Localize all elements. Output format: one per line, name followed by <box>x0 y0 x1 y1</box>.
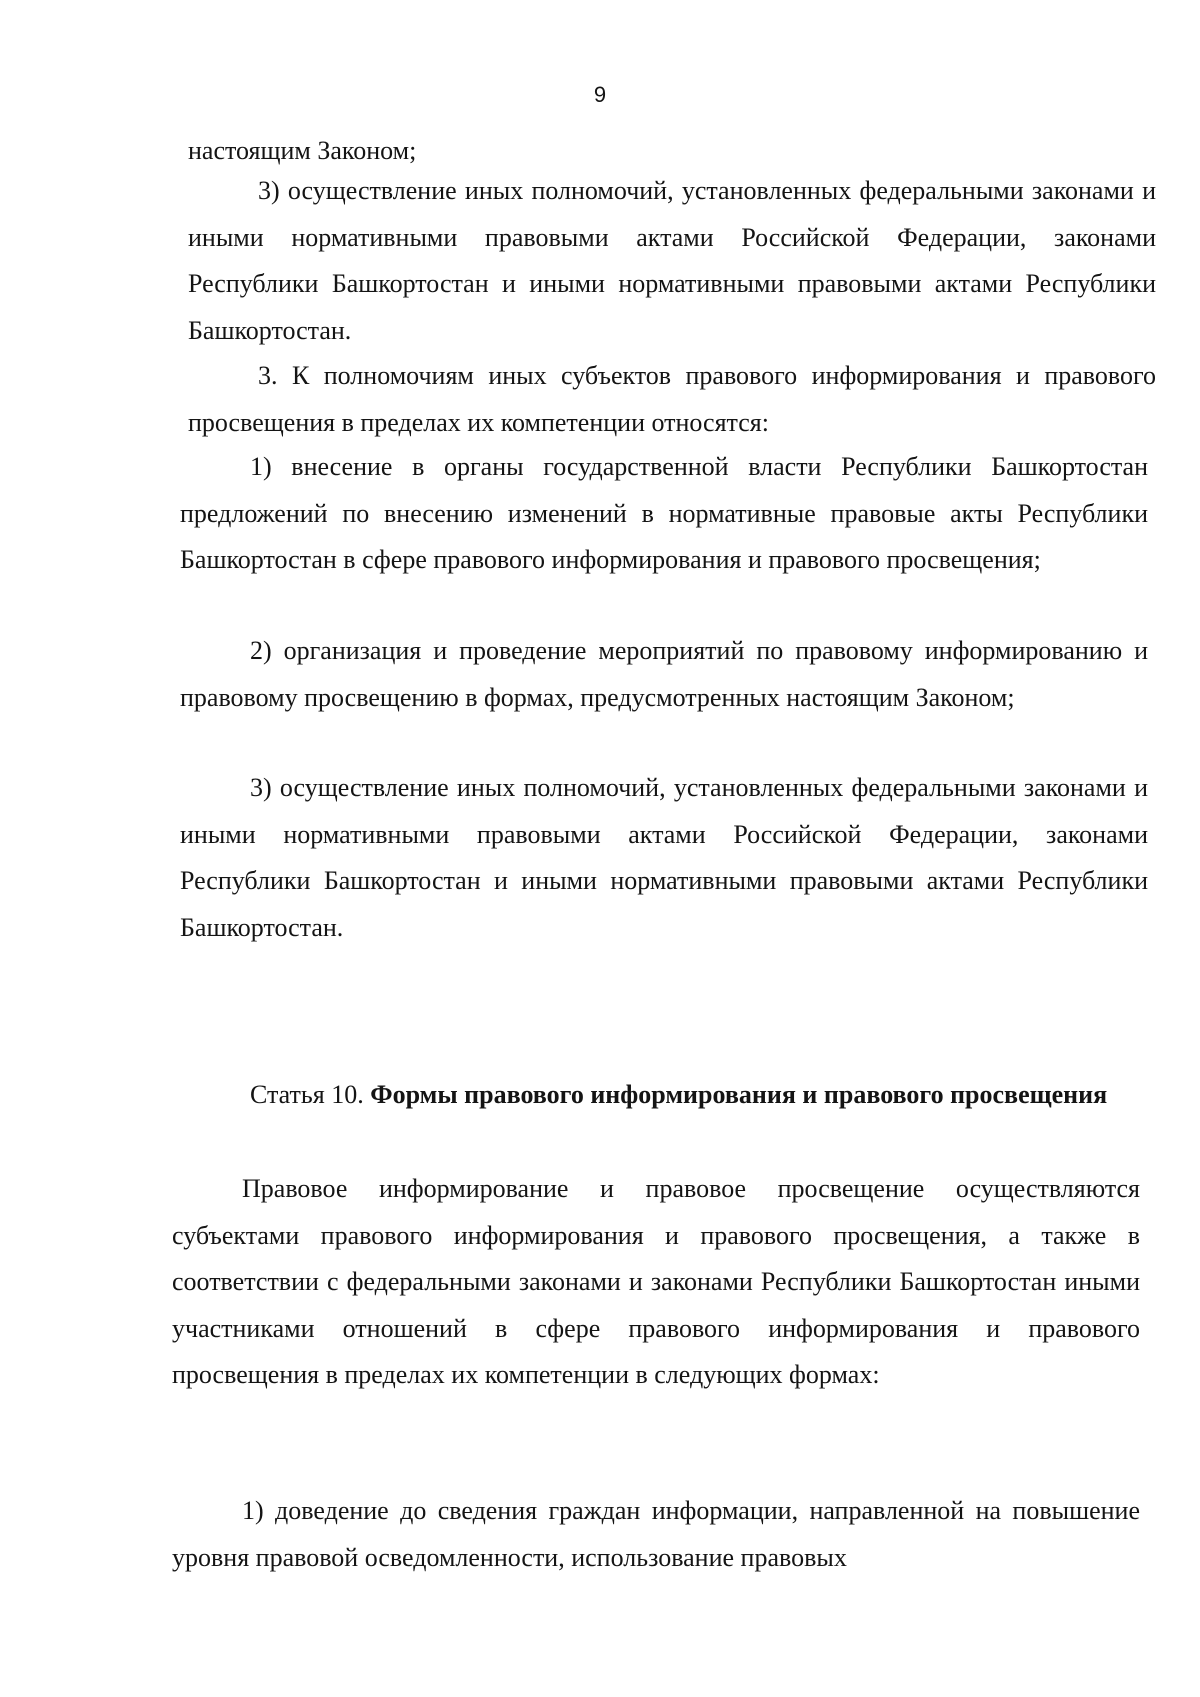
paragraph-item-3-other-powers: 3) осуществление иных полномочий, установленных федеральными законами и иными нормативными правовыми актами Российской Федерации, законами Республики Башкортостан и иными нормативными правовыми актами Республики Башкортостан. <box>188 176 1156 345</box>
article-title: Формы правового информирования и правового просвещения <box>370 1080 1108 1109</box>
paragraph-item-3-other-powers-2: 3) осуществление иных полномочий, установленных федеральными законами и иными нормативными правовыми актами Российской Федерации, законами Республики Башкортостан и иными нормативными правовыми актами Республики Башкортостан. <box>180 773 1148 942</box>
article-heading <box>180 1078 1148 1112</box>
paragraph-section-3: 3. К полномочиям иных субъектов правового информирования и правового просвещения в пределах их компетенции относятся: <box>188 361 1156 437</box>
article-paragraph-intro: Правовое информирование и правовое просвещение осуществляются субъектами правового информирования и правового просвещения, а также в соответствии с федеральными законами и законами Республики Башкортостан иными участниками отношений в сфере правового информирования и правового просвещения в пределах их компетенции в следующих формах: <box>172 1174 1140 1389</box>
paragraph-continuation: настоящим Законом; <box>188 136 417 165</box>
page-number: 9 <box>593 82 607 107</box>
article-label: Статья 10. <box>250 1080 364 1109</box>
article-paragraph-item-1: 1) доведение до сведения граждан информации, направленной на повышение уровня правовой осведомленности, использование правовых <box>172 1496 1140 1572</box>
paragraph-item-2-events: 2) организация и проведение мероприятий по правовому информированию и правовому просвещению в формах, предусмотренных настоящим Законом; <box>180 636 1148 712</box>
paragraph-item-1-proposals: 1) внесение в органы государственной власти Республики Башкортостан предложений по внесению изменений в нормативные правовые акты Республики Башкортостан в сфере правового информирования и правового просвещения; <box>180 452 1148 574</box>
